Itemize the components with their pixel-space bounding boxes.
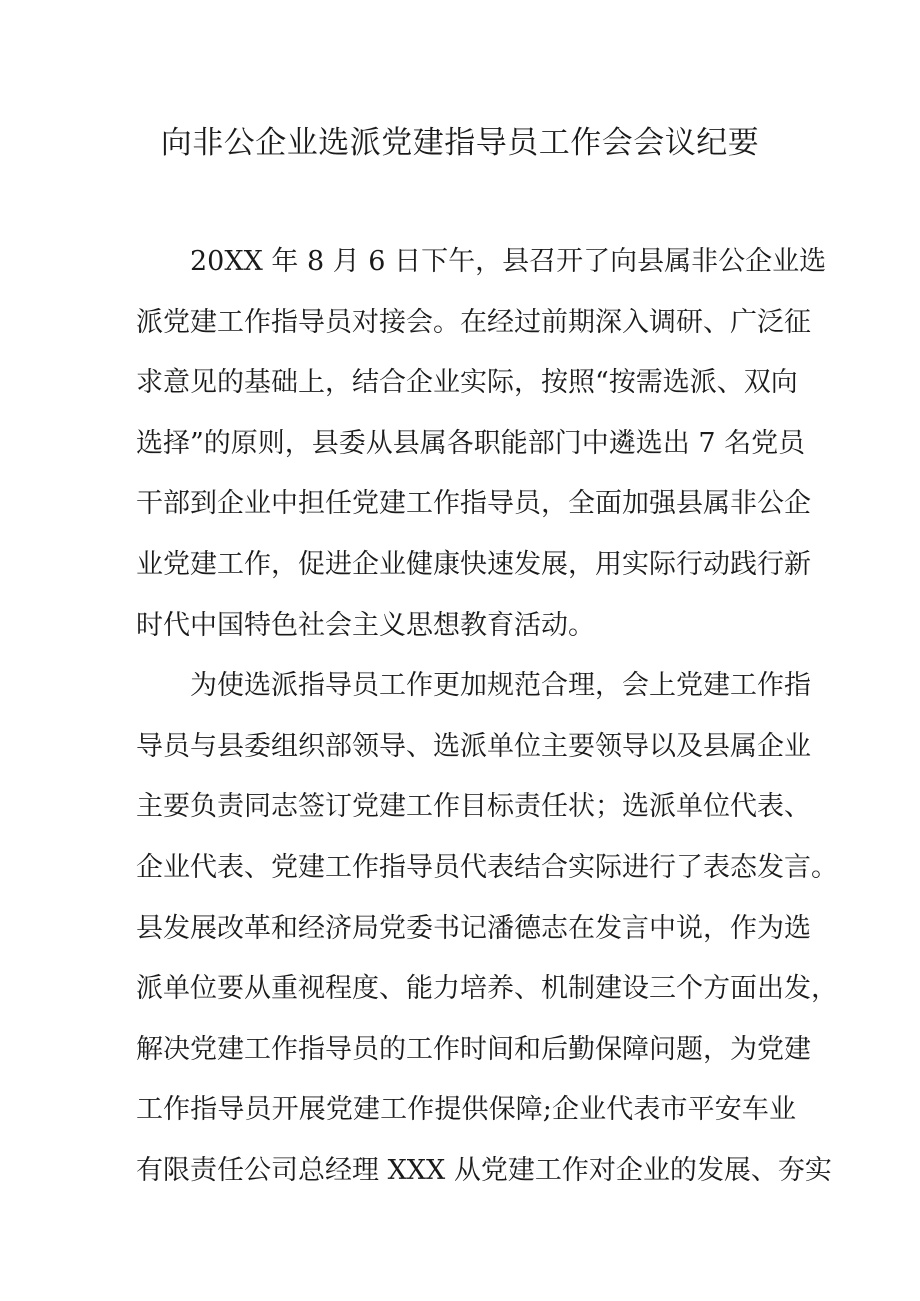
paragraph-2-line-7: 解决党建工作指导员的工作时间和后勤保障问题，为党建 [136,1033,811,1065]
paragraph-2-line-8: 工作指导员开展党建工作提供保障;企业代表市平安车业 [136,1094,796,1126]
paragraph-1-line-5: 干部到企业中担任党建工作指导员，全面加强县属非公企 [136,488,811,520]
paragraph-2-line-4: 企业代表、党建工作指导员代表结合实际进行了表态发言。 [136,851,838,883]
paragraph-2-line-5: 县发展改革和经济局党委书记潘德志在发言中说，作为选 [136,912,811,944]
document-title: 向非公企业选派党建指导员工作会会议纪要 [160,125,760,161]
paragraph-1-line-7: 时代中国特色社会主义思想教育活动。 [136,609,595,641]
paragraph-1-line-6: 业党建工作，促进企业健康快速发展，用实际行动践行新 [136,548,811,580]
paragraph-1-line-1: 20XX 年 8 月 6 日下午，县召开了向县属非公企业选 [190,246,827,277]
paragraph-2-line-2: 导员与县委组织部领导、选派单位主要领导以及县属企业 [136,730,811,762]
paragraph-2-line-1: 为使选派指导员工作更加规范合理，会上党建工作指 [190,670,811,702]
document-body [136,232,838,1202]
paragraph-2-line-3: 主要负责同志签订党建工作目标责任状；选派单位代表、 [136,791,811,823]
paragraph-2-line-9: 有限责任公司总经理 XXX 从党建工作对企业的发展、夯实 [136,1154,832,1186]
paragraph-2-line-6: 派单位要从重视程度、能力培养、机制建设三个方面出发， [136,973,838,1005]
paragraph-1-line-4: 选择”的原则，县委从县属各职能部门中遴选出 7 名党员 [136,427,806,459]
paragraph-1-line-3: 求意见的基础上，结合企业实际，按照“按需选派、双向 [136,367,798,399]
paragraph-1-line-2: 派党建工作指导员对接会。在经过前期深入调研、广泛征 [136,306,811,338]
